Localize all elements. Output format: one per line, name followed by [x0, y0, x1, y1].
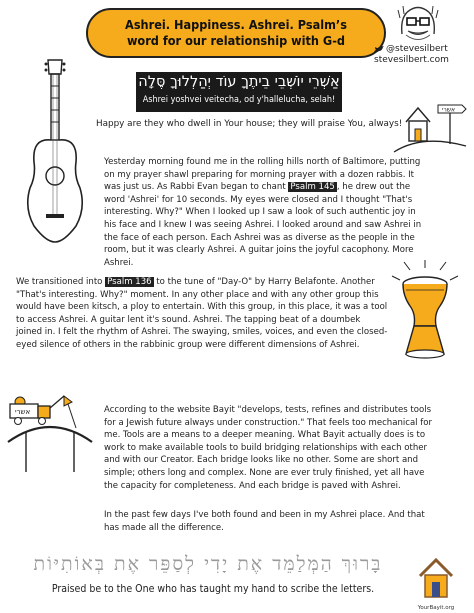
guitar-illustration	[24, 58, 86, 244]
paragraph-4-text: In the past few days I've both found and been in my Ashrei place. And that has made all the difference.	[104, 510, 425, 533]
title-line-2: word for our relationship with G-d	[126, 33, 346, 48]
footer-english: Praised be to the One who has taught my hand to scribe the letters.	[51, 583, 375, 595]
paragraph-3	[104, 404, 434, 492]
paragraph-2-text-a: We transitioned into	[16, 277, 106, 287]
truck-label-text: אשרי	[15, 408, 31, 416]
title-line-1: Ashrei. Happiness. Ashrei. Psalm’s	[125, 17, 347, 32]
paragraph-1	[104, 156, 426, 269]
birdhouse-label-text: YourBayit.org	[417, 605, 455, 611]
paragraph-1-text-a: Yesterday morning found me in the rolling hills north of Baltimore, putting on my prayer shawl preparing for morning prayer with a dozen rabbis. It was just us. As Rabbi Evan began to chant	[104, 157, 421, 193]
verse-transliteration: Ashrei yoshvei veitecha, od y'hallelucha, selah!	[142, 95, 336, 105]
house-sign-text: אשרי	[442, 106, 455, 114]
twitter-handle[interactable]: @stevesilbert	[386, 44, 448, 54]
verse-hebrew: אַשְׁרֵי יוֹשְׁבֵי בֵיתֶךָ עוֹד יְהַלְלוּךָ סֶּלָה	[138, 74, 340, 90]
house-illustration	[392, 90, 468, 158]
author-avatar	[396, 4, 440, 44]
twitter-row[interactable]	[374, 44, 472, 55]
paragraph-2-text-b: to the tune of "Day-O" by Harry Belafonte. Another "That's interesting. Why?" moment. In any other place and with any other group this would have been kitsch, a ploy to entertain. With this group, in this place, it was a tool to access Ashrei. A guitar lent it's sound. Ashrei. The tapping beat of a doumbek joined in. I felt the rhythm of Ashrei. The swaying, smiles, voices, and even the closed-eyed silence of others in the rabbinic group were different dimensions of Ashrei.	[16, 277, 388, 350]
bridge-truck-illustration	[6, 388, 94, 474]
paragraph-1-text-b: , he drew out the word 'Ashrei' for 10 seconds. My eyes were closed and I thought "That's interesting. Why?" When I looked up I saw a look of such authentic joy in his face and I knew I was seeing Ashrei. I looked around and saw Ashrei in the face of each person. Each Ashrei was as diverse as the people in the room, but it was clearly Ashrei. A guitar joins the joyful cacophony. More Ashrei.	[104, 182, 422, 268]
doumbek-illustration	[390, 260, 460, 360]
website-link[interactable]: stevesilbert.com	[374, 55, 449, 65]
psalm-136-highlight: Psalm 136	[107, 277, 152, 287]
psalm-145-highlight: Psalm 145	[290, 182, 335, 193]
verse-translation: Happy are they who dwell in Your house; they will praise You, always!	[96, 119, 403, 129]
website-row[interactable]	[374, 55, 472, 66]
paragraph-4	[104, 509, 426, 534]
footer-hebrew: בָּרוּךְ הַמְּלַמֵּד אֶת יָדִי לְסַפֵּר אֶת בְּאוֹתִיּוֹת	[33, 553, 383, 575]
birdhouse-logo-illustration	[416, 554, 456, 612]
title-banner	[86, 8, 386, 58]
author-info	[374, 44, 472, 66]
paragraph-3-text: According to the website Bayit "develops, tests, refines and distributes tools for a Jewish future always under construction." That feels too mechanical for me. Tools are a means to a deeper meaning. What Bayit actually does is to work to make available tools to build bridging relationships with each other and with our Creator. Each bridge looks like no other. Some are short and simple; others long and complex. None are ever truly finished, yet all have the capacity for completeness. And each bridge is paved with Ashrei.	[104, 405, 433, 491]
paragraph-2	[16, 276, 388, 352]
twitter-bird-icon	[374, 46, 384, 54]
